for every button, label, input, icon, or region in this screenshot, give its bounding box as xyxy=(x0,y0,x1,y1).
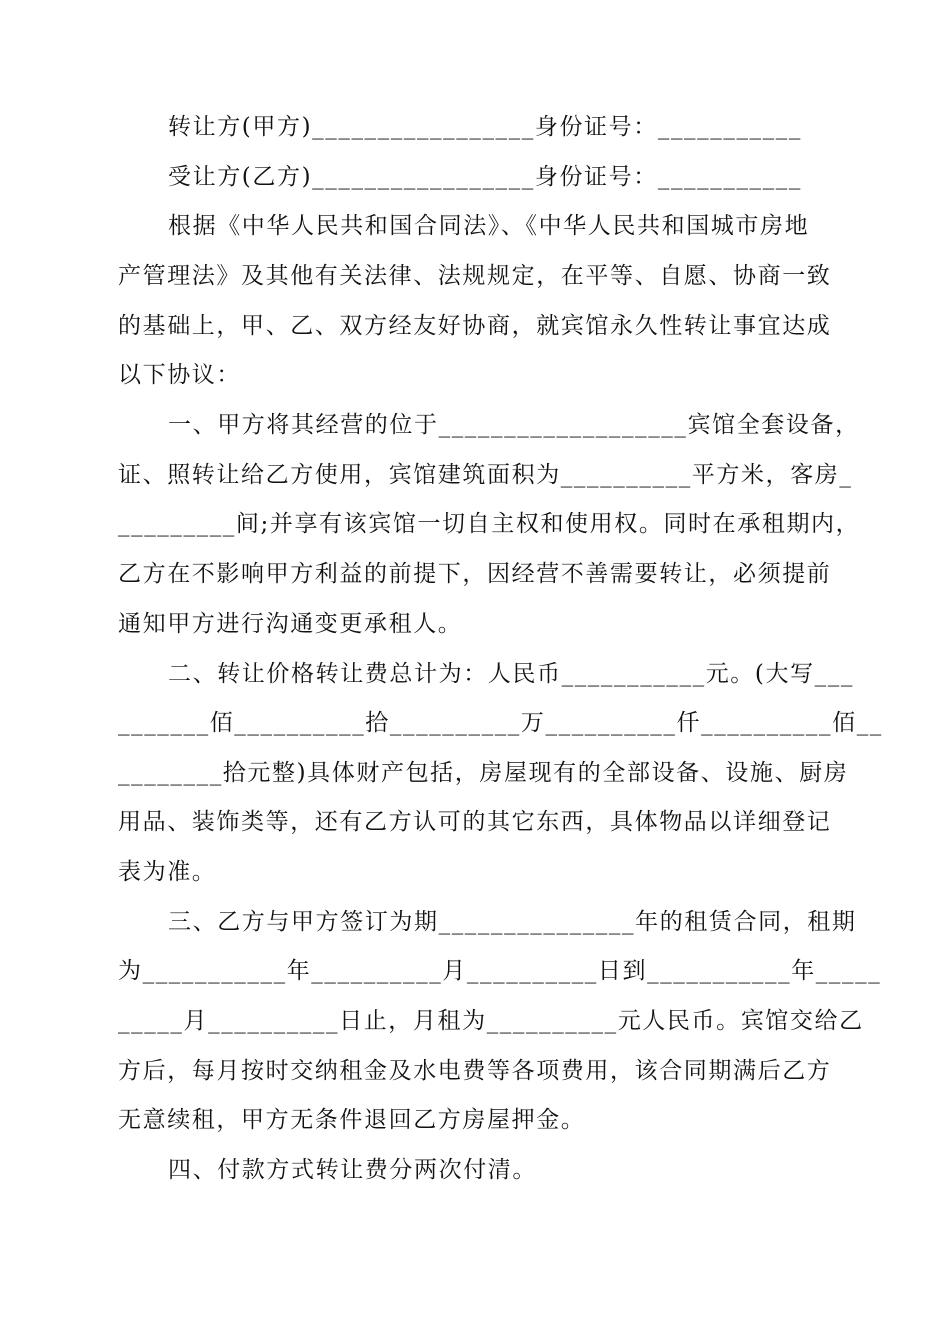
clause-1-line-1: 一、甲方将其经营的位于___________________宾馆全套设备， xyxy=(168,412,860,438)
clause-1-line-2: 证、照转让给乙方使用，宾馆建筑面积为__________平方米，客房_ xyxy=(118,462,853,488)
transferor-line: 转让方(甲方)_________________身份证号：___________ xyxy=(168,114,802,140)
clause-3-line-1: 三、乙方与甲方签订为期_______________年的租赁合同，租期 xyxy=(168,909,857,935)
clause-1-line-3: _________间;并享有该宾馆一切自主权和使用权。同时在承租期内， xyxy=(118,511,861,537)
clause-3-line-2: 为___________年__________月__________日到___________年_____ xyxy=(118,958,882,984)
clause-3-line-5: 无意续租，甲方无条件退回乙方房屋押金。 xyxy=(118,1107,586,1133)
preamble-line-2: 产管理法》及其他有关法律、法规规定，在平等、自愿、协商一致 xyxy=(118,263,832,289)
clause-2-line-4: 用品、装饰类等，还有乙方认可的其它东西，具体物品以详细登记 xyxy=(118,809,832,835)
clause-2-line-3: ________拾元整)具体财产包括，房屋现有的全部设备、设施、厨房 xyxy=(118,760,849,786)
clause-2-line-5: 表为准。 xyxy=(118,859,217,885)
preamble-line-1: 根据《中华人民共和国合同法》、《中华人民共和国城市房地 xyxy=(168,213,810,239)
clause-3-line-3: _____月__________日止，月租为__________元人民币。宾馆交给乙 xyxy=(118,1008,864,1034)
preamble-line-4: 以下协议： xyxy=(118,362,241,388)
preamble-line-3: 的基础上，甲、乙、双方经友好协商，就宾馆永久性转让事宜达成 xyxy=(118,313,832,339)
clause-1-line-4: 乙方在不影响甲方利益的前提下，因经营不善需要转让，必须提前 xyxy=(118,561,832,587)
clause-2-line-2: _______佰__________拾__________万__________仟__________佰__ xyxy=(118,710,883,736)
clause-1-line-5: 通知甲方进行沟通变更承租人。 xyxy=(118,611,463,637)
clause-2-line-1: 二、转让价格转让费总计为：人民币___________元。(大写___ xyxy=(168,661,854,687)
transferee-line: 受让方(乙方)_________________身份证号：___________ xyxy=(168,164,802,190)
clause-3-line-4: 方后，每月按时交纳租金及水电费等各项费用，该合同期满后乙方 xyxy=(118,1058,832,1084)
clause-4-line-1: 四、付款方式转让费分两次付清。 xyxy=(168,1157,537,1183)
